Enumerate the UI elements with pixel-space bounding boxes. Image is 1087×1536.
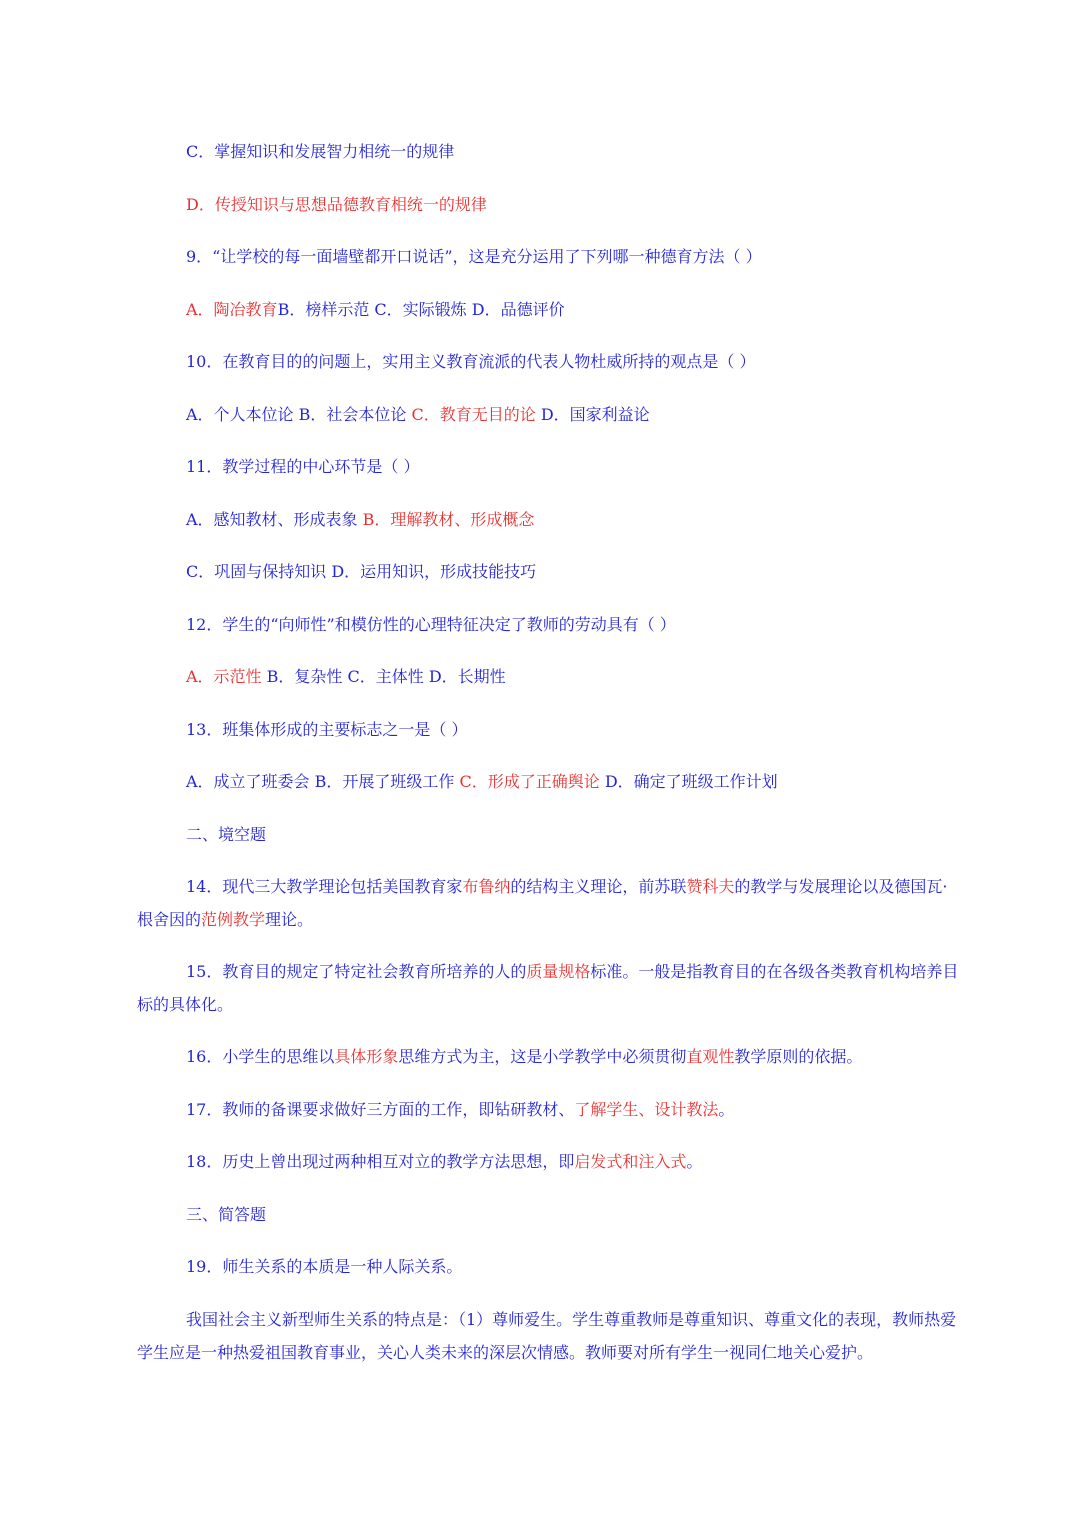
options-q9 (137, 293, 959, 326)
options-q10 (137, 398, 959, 431)
text-segment: 的教学与发展理论以及德国瓦·根舍因的 (137, 877, 948, 929)
question-13 (137, 713, 959, 746)
question-11 (137, 450, 959, 483)
text-segment: 19．师生关系的本质是一种人际关系。 (186, 1257, 463, 1276)
text-segment: C．巩固与保持知识 D．运用知识，形成技能技巧 (186, 562, 537, 581)
answer-text: 质量规格 (526, 962, 591, 981)
text-segment: 12．学生的“向师性”和模仿性的心理特征决定了教师的劳动具有（ ） (186, 615, 676, 634)
text-segment: 教学原则的依据。 (734, 1047, 863, 1066)
question-12 (137, 608, 959, 641)
answer-text: C．教育无目的论 (411, 405, 536, 424)
answer-text: D．传授知识与思想品德教育相统一的规律 (186, 195, 487, 214)
answer-text: 启发式和注入式 (574, 1152, 687, 1171)
answer-text: A．示范性 (186, 667, 262, 686)
text-segment: B．复杂性 C．主体性 D．长期性 (261, 667, 506, 686)
answer-text: 赞科夫 (686, 877, 735, 896)
text-segment: 二、境空题 (186, 825, 267, 844)
text-segment: 17．教师的备课要求做好三方面的工作，即钻研教材、 (186, 1100, 575, 1119)
text-segment: 。 (686, 1152, 703, 1171)
question-19 (137, 1250, 959, 1283)
text-segment: 11．教学过程的中心环节是（ ） (186, 457, 420, 476)
text-segment: C．掌握知识和发展智力相统一的规律 (186, 142, 455, 161)
answer-text: 具体形象 (334, 1047, 399, 1066)
text-segment: 18．历史上曾出现过两种相互对立的教学方法思想，即 (186, 1152, 575, 1171)
text-segment: 15．教育目的规定了特定社会教育所培养的人的 (186, 962, 527, 981)
answer-text: C．形成了正确舆论 (459, 772, 600, 791)
text-segment: 理论。 (265, 910, 314, 929)
text-segment: 标准。一般是指教育目的在各级各类教育机构培养目标的具体化。 (137, 962, 959, 1014)
text-segment: 10．在教育目的的问题上，实用主义教育流派的代表人物杜威所持的观点是（ ） (186, 352, 756, 371)
text-segment: A．个人本位论 B．社会本位论 (186, 405, 412, 424)
text-segment: 我国社会主义新型师生关系的特点是：（1）尊师爱生。学生尊重教师是尊重知识、尊重文化的表现，教师热爱学生应是一种热爱祖国教育事业，关心人类未来的深层次情感。教师要对所有学生一视同仁地关心爱护。 (137, 1310, 957, 1362)
answer-19-paragraph (137, 1303, 959, 1369)
answer-text: 直观性 (686, 1047, 735, 1066)
question-16 (137, 1040, 959, 1073)
text-segment: 16．小学生的思维以 (186, 1047, 335, 1066)
text-segment: A．感知教材、形成表象 (186, 510, 363, 529)
text-segment: B．榜样示范 C．实际锻炼 D．品德评价 (277, 300, 565, 319)
text-segment: D．国家利益论 (535, 405, 650, 424)
question-15 (137, 955, 959, 1021)
question-9 (137, 240, 959, 273)
question-18 (137, 1145, 959, 1178)
text-segment: 思维方式为主，这是小学教学中必须贯彻 (398, 1047, 687, 1066)
question-17 (137, 1093, 959, 1126)
text-segment: 三、简答题 (186, 1205, 267, 1224)
text-segment: 的结构主义理论，前苏联 (510, 877, 687, 896)
text-segment: A．成立了班委会 B．开展了班级工作 (186, 772, 460, 791)
answer-text: 范例教学 (201, 910, 266, 929)
options-q13 (137, 765, 959, 798)
section-heading-fill-blank (137, 818, 959, 851)
options-q11-ab (137, 503, 959, 536)
text-segment: 9．“让学校的每一面墙壁都开口说话”，这是充分运用了下列哪一种德育方法（ ） (186, 247, 762, 266)
answer-text: 了解学生、设计教法 (574, 1100, 719, 1119)
text-segment: D．确定了班级工作计划 (599, 772, 778, 791)
option-line-c-q8 (137, 135, 959, 168)
text-segment: 13．班集体形成的主要标志之一是（ ） (186, 720, 468, 739)
question-14 (137, 870, 959, 936)
question-10 (137, 345, 959, 378)
answer-text: B．理解教材、形成概念 (362, 510, 535, 529)
options-q11-cd (137, 555, 959, 588)
option-line-d-q8 (137, 188, 959, 221)
answer-text: A．陶冶教育 (186, 300, 278, 319)
text-segment: 。 (718, 1100, 735, 1119)
options-q12 (137, 660, 959, 693)
answer-text: 布鲁纳 (462, 877, 511, 896)
section-heading-short-answer (137, 1198, 959, 1231)
text-segment: 14．现代三大教学理论包括美国教育家 (186, 877, 463, 896)
